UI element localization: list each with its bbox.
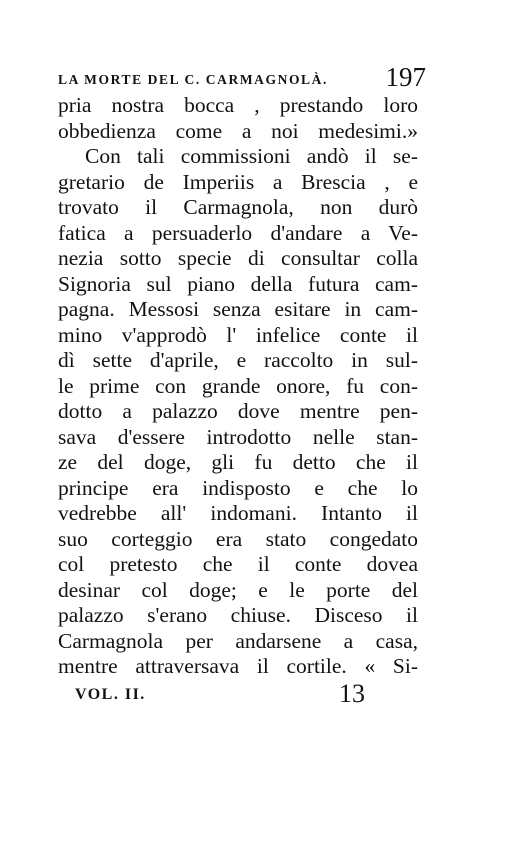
text-line: Carmagnola per andarsene a casa, bbox=[58, 628, 418, 653]
text-line: nezia sotto specie di consultar colla bbox=[58, 246, 418, 270]
text-line: mentre attraversava il cortile. « Si- bbox=[58, 654, 418, 678]
text-line: Signoria sul piano della futura cam- bbox=[58, 271, 418, 296]
running-head: LA MORTE DEL C. CARMAGNOLÀ. bbox=[58, 72, 328, 87]
page-header bbox=[58, 62, 426, 92]
page-footer bbox=[75, 680, 365, 708]
body-text bbox=[58, 93, 418, 680]
text-line: desinar col doge; e le porte del bbox=[58, 577, 418, 602]
text-line: mino v'approdò l' infelice conte il bbox=[58, 322, 418, 347]
text-line: palazzo s'erano chiuse. Disceso il bbox=[58, 603, 418, 627]
text-line: pagna. Messosi senza esitare in cam- bbox=[58, 297, 418, 321]
text-line: le prime con grande onore, fu con- bbox=[58, 373, 418, 398]
signature-mark: 13 bbox=[339, 679, 365, 708]
text-line: vedrebbe all' indomani. Intanto il bbox=[58, 501, 418, 525]
text-line: trovato il Carmagnola, non durò bbox=[58, 195, 418, 219]
text-line: obbedienza come a noi medesimi.» bbox=[58, 118, 418, 143]
text-line: col pretesto che il conte dovea bbox=[58, 552, 418, 576]
text-line: dotto a palazzo dove mentre pen- bbox=[58, 399, 418, 423]
text-line: principe era indisposto e che lo bbox=[58, 475, 418, 500]
text-line: sava d'essere introdotto nelle stan- bbox=[58, 424, 418, 449]
text-line: Con tali commissioni andò il se- bbox=[85, 144, 418, 168]
page-number: 197 bbox=[385, 62, 426, 92]
text-line: dì sette d'aprile, e raccolto in sul- bbox=[58, 348, 418, 372]
text-line: gretario de Imperiis a Brescia , e bbox=[58, 169, 418, 194]
text-line: suo corteggio era stato congedato bbox=[58, 526, 418, 551]
text-line: fatica a persuaderlo d'andare a Ve- bbox=[58, 220, 418, 245]
text-line: pria nostra bocca , prestando loro bbox=[58, 93, 418, 117]
text-line: ze del doge, gli fu detto che il bbox=[58, 450, 418, 474]
volume-label: VOL. II. bbox=[75, 686, 146, 703]
